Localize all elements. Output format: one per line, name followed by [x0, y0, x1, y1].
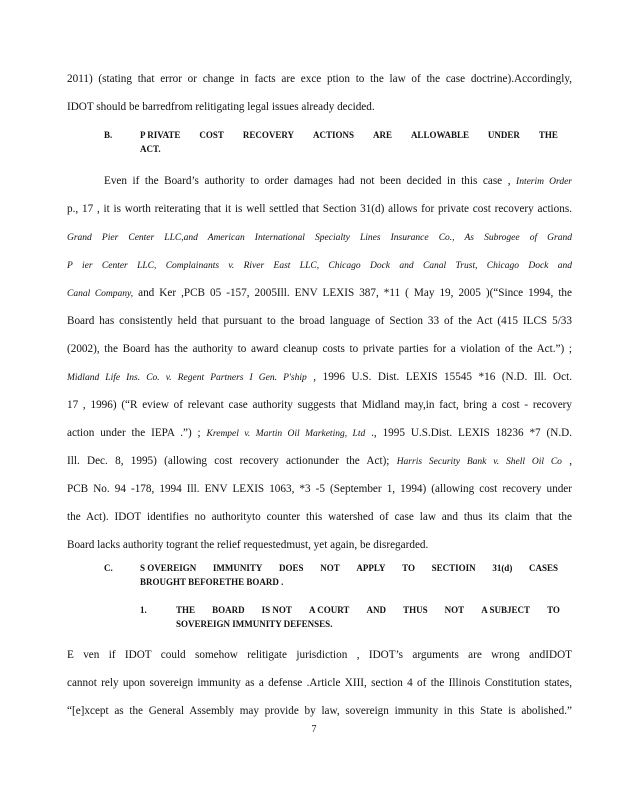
heading-c1-line2: SOVEREIGN IMMUNITY DEFENSES.	[176, 619, 333, 629]
heading-b-line2: ACT.	[140, 144, 161, 154]
body-text-line	[67, 230, 572, 245]
heading-b-word: UNDER	[487, 130, 520, 140]
heading-c	[140, 563, 558, 573]
heading-b-word: COST	[199, 130, 224, 140]
case-citation: Krempel v. Martin Oil Marketing, Ltd	[206, 429, 366, 439]
heading-c1-word: TO	[547, 605, 560, 615]
text-segment: Board has consistently held that pursuant to the broad language of Section 33 of the Act (415 ILCS 5/33	[67, 315, 572, 327]
body-text-line	[67, 510, 572, 524]
text-segment: p., 17 , it is worth reiterating that it is well settled that Section 31(d) allows for private cost recovery actions.	[67, 203, 572, 215]
text-segment: , 1996 U.S. Dist. LEXIS 15545 *16 (N.D. Ill. Oct.	[306, 371, 573, 383]
heading-c-word: APPLY	[356, 563, 386, 573]
heading-c-word: NOT	[320, 563, 340, 573]
heading-c-word: 31(d)	[492, 563, 513, 573]
text-segment: 17 , 1996) (“R eview of relevant case authority suggests that Midland may,in fact, bring a cost - recovery	[67, 399, 572, 411]
heading-c-line2: BROUGHT BEFORETHE BOARD .	[140, 577, 284, 587]
body-text-line: 2011) (stating that error or change in facts are exce ption to the law of the case doctrine).Accordingly,	[67, 73, 572, 85]
heading-c1-word: BOARD	[212, 605, 245, 615]
body-text-line	[67, 426, 572, 441]
heading-c1-word: THUS	[403, 605, 428, 615]
body-text-line: IDOT should be barredfrom relitigating legal issues already decided.	[67, 101, 375, 113]
text-segment: the Act). IDOT identifies no authorityto counter this watershed of case law and thus its claim that the	[67, 511, 572, 523]
heading-c1-word: A SUBJECT	[481, 605, 530, 615]
body-text-line: “[e]xcept as the General Assembly may provide by law, sovereign immunity in this State is abolished.”	[67, 705, 572, 717]
text-segment: ,	[561, 455, 572, 467]
heading-b-word: THE	[538, 130, 558, 140]
text-segment: Even if the Board’s authority to order damages had not been decided in this case ,	[104, 175, 517, 187]
heading-c1-word: AND	[366, 605, 386, 615]
heading-b-word: P RIVATE	[140, 130, 181, 140]
heading-c1-word: THE	[176, 605, 196, 615]
body-text-line	[67, 202, 572, 216]
case-citation: Interim Order	[516, 177, 572, 187]
heading-c1	[176, 605, 560, 615]
text-segment: and Ker ,PCB 05 -157, 2005Ill. ENV LEXIS 387, *11 ( May 19, 2005 )(“Since 1994, the	[133, 287, 572, 299]
body-text-line	[67, 538, 572, 552]
text-segment: (2002), the Board has the authority to award cleanup costs to private parties for a violation of the Act.”) ;	[67, 343, 572, 355]
heading-c1-word: A COURT	[308, 605, 350, 615]
body-text-line	[67, 398, 572, 412]
page-number: 7	[311, 724, 317, 735]
case-citation: P ier Center LLC, Complainants v. River East LLC, Chicago Dock and Canal Trust, Chicago Dock and	[67, 261, 572, 271]
body-text-line	[104, 174, 572, 189]
heading-c1-letter: 1.	[140, 605, 147, 615]
heading-c-word: IMMUNITY	[212, 563, 263, 573]
text-segment: ., 1995 U.S.Dist. LEXIS 18236 *7 (N.D.	[365, 427, 572, 439]
case-citation: Harris Security Bank v. Shell Oil Co	[396, 457, 562, 467]
body-text-line	[67, 286, 572, 301]
heading-b-word: ALLOWABLE	[410, 130, 469, 140]
heading-b-letter: B.	[104, 130, 113, 140]
body-text-line	[67, 314, 572, 328]
text-segment: PCB No. 94 -178, 1994 Ill. ENV LEXIS 1063, *3 -5 (September 1, 1994) (allowing cost recovery under	[67, 483, 572, 495]
heading-c-word: CASES	[528, 563, 558, 573]
case-citation: Canal Company,	[67, 289, 134, 299]
case-citation: Midland Life Ins. Co. v. Regent Partners I Gen. P'ship	[67, 373, 307, 383]
heading-c-letter: C.	[104, 563, 113, 573]
heading-c1-word: NOT	[444, 605, 465, 615]
body-text-line: E ven if IDOT could somehow relitigate jurisdiction , IDOT’s arguments are wrong andIDOT	[67, 649, 572, 661]
body-text-line	[67, 482, 572, 496]
body-text-line: cannot rely upon sovereign immunity as a defense .Article XIII, section 4 of the Illinois Constitution states,	[67, 677, 572, 689]
heading-c-word: TO	[402, 563, 416, 573]
heading-c-word: SECTIOIN	[431, 563, 476, 573]
case-citation: Grand Pier Center LLC,and American International Specialty Lines Insurance Co., As Subrogee of Grand	[67, 233, 572, 243]
heading-b-word: ACTIONS	[313, 130, 355, 140]
body-text-line	[67, 258, 572, 273]
body-text-line	[67, 454, 572, 469]
heading-c-word: S OVEREIGN	[140, 563, 197, 573]
body-text-line	[67, 342, 572, 356]
text-segment: Ill. Dec. 8, 1995) (allowing cost recovery actionunder the Act);	[67, 455, 397, 467]
heading-c-word: DOES	[279, 563, 304, 573]
heading-b-word: RECOVERY	[242, 130, 295, 140]
text-segment: Board lacks authority togrant the relief requestedmust, yet again, be disregarded.	[67, 539, 429, 551]
text-segment: action under the IEPA .”) ;	[67, 427, 207, 439]
heading-b	[140, 130, 558, 140]
body-text-line	[67, 370, 572, 385]
heading-b-word: ARE	[372, 130, 392, 140]
heading-c1-word: IS NOT	[261, 605, 292, 615]
